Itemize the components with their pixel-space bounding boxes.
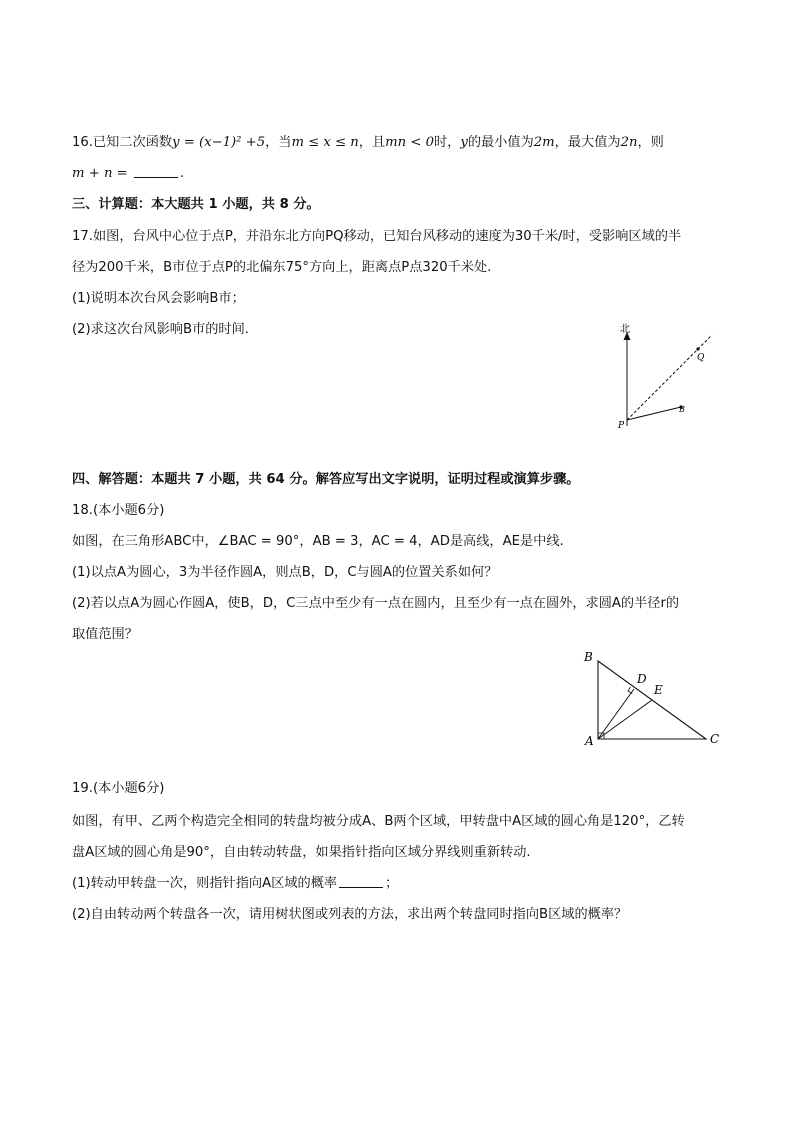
section-4-title: 四、解答题：本题共 7 小题，共 64 分。解答应写出文字说明，证明过程或演算步骤。 (72, 472, 580, 487)
q17-line-2: 径为200千米，B市位于点P的北偏东75°方向上，距离点P点320千米处. (72, 260, 492, 275)
answer-blank (134, 165, 178, 178)
q19-line-2: 盘A区域的圆心角是90°，自由转动转盘，如果指针指向区域分界线则重新转动. (72, 845, 531, 860)
q18-part-2-cont: 取值范围？ (72, 627, 138, 642)
q16-text: 16.已知二次函数 (72, 135, 173, 150)
q16-range: m ≤ x ≤ n (291, 135, 359, 150)
q17-figure (600, 318, 730, 443)
label-d: D (637, 672, 647, 686)
q16-expression: m + n = (72, 166, 128, 181)
answer-blank (339, 875, 383, 888)
q18-line-1: 如图，在三角形ABC中，∠BAC = 90°，AB = 3，AC = 4，AD是高线，AE是中线. (72, 534, 564, 549)
q17-part-1: (1)说明本次台风会影响B市； (72, 291, 245, 306)
label-q: Q (697, 353, 705, 363)
q16-condition: mn < 0 (385, 135, 434, 150)
q16-min: 2m (533, 135, 555, 150)
q16-max: 2n (620, 135, 638, 150)
label-b: B (584, 650, 593, 664)
q16-text: ，当 (265, 135, 292, 150)
section-3-title: 三、计算题：本大题共 1 小题，共 8 分。 (72, 197, 320, 212)
q16-text: 时， (433, 135, 461, 150)
q17-part-2: (2)求这次台风影响B市的时间. (72, 322, 249, 337)
q18-header: 18.(本小题6分) (72, 503, 165, 518)
label-c: C (710, 732, 720, 746)
label-a: A (585, 734, 594, 748)
q17-line-1: 17.如图，台风中心位于点P，并沿东北方向PQ移动，已知台风移动的速度为30千米/时，受影响区域的半 (72, 229, 682, 244)
q16-text: 的最小值为 (467, 135, 534, 150)
point-q (696, 347, 699, 350)
q19-part-2: (2)自由转动两个转盘各一次，请用树状图或列表的方法，求出两个转盘同时指向B区域的概率？ (72, 907, 628, 922)
segment-pb (627, 407, 681, 420)
q18-figure (576, 645, 726, 750)
label-e: E (654, 683, 663, 697)
altitude-ad (598, 689, 634, 739)
q16-text: ，则 (637, 135, 664, 150)
q16-line-1 (72, 134, 664, 152)
north-label: 北 (620, 324, 630, 335)
q18-part-1: (1)以点A为圆心，3为半径作圆A，则点B，D，C与圆A的位置关系如何？ (72, 565, 498, 580)
median-ae (598, 700, 652, 739)
q19-part-1-end: ； (385, 876, 399, 891)
q16-text: ，且 (358, 135, 386, 150)
q18-part-2: (2)若以点A为圆心作圆A，使B，D，C三点中至少有一点在圆内，且至少有一点在圆外，求圆A的半径r的 (72, 596, 680, 611)
q16-function: y = (x−1)² +5 (172, 135, 266, 150)
q16-y: y (460, 135, 468, 150)
q19-line-1: 如图，有甲、乙两个构造完全相同的转盘均被分成A、B两个区域，甲转盘中A区域的圆心角是120°，乙转 (72, 814, 685, 829)
label-b: B (679, 405, 685, 414)
q16-text: . (179, 166, 185, 181)
q19-part-1-text: (1)转动甲转盘一次，则指针指向A区域的概率 (72, 876, 338, 891)
q19-part-1 (72, 875, 398, 893)
path-pq (627, 335, 712, 420)
q16-text: ，最大值为 (554, 135, 621, 150)
q19-header: 19.(本小题6分) (72, 781, 165, 796)
label-p: P (618, 421, 625, 431)
q16-line-2 (72, 165, 184, 183)
